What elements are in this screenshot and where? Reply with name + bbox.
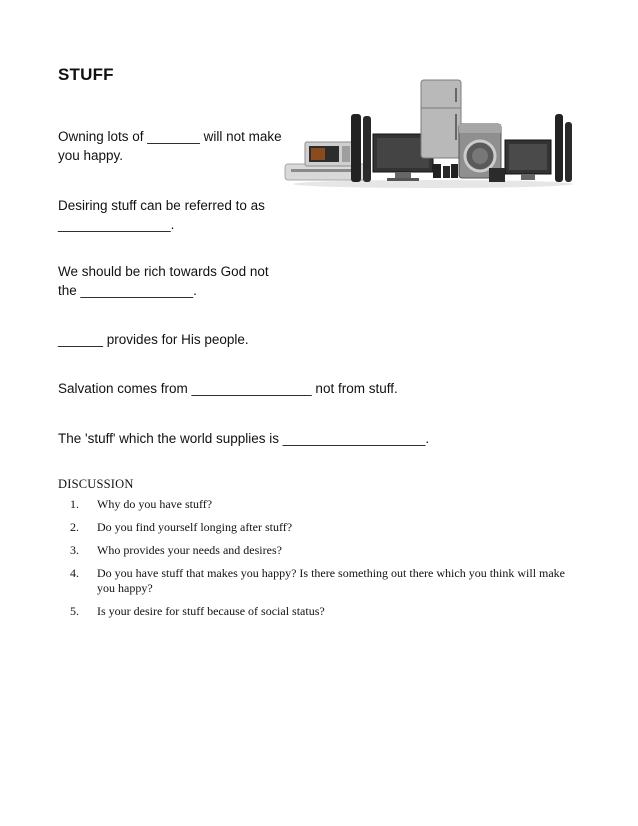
discussion-item-number: 2. [70, 520, 79, 534]
discussion-item-number: 5. [70, 604, 79, 618]
discussion-item-text: Why do you have stuff? [97, 497, 213, 511]
home-appliances-icon [283, 78, 573, 190]
discussion-item [70, 604, 570, 619]
discussion-item-text: Do you have stuff that makes you happy? Is there something out there which you think will make you happy? [97, 566, 566, 595]
discussion-item [70, 566, 570, 596]
discussion-item [70, 543, 570, 558]
page-title: STUFF [58, 65, 114, 84]
discussion-item-number: 1. [70, 497, 79, 511]
discussion-item [70, 497, 570, 512]
discussion-item-number: 4. [70, 566, 79, 580]
question-2: Desiring stuff can be referred to as _______________. [58, 198, 265, 232]
discussion-heading: DISCUSSION [58, 477, 134, 491]
discussion-item-number: 3. [70, 543, 79, 557]
discussion-item [70, 520, 570, 535]
discussion-list [70, 497, 570, 627]
question-6: The 'stuff' which the world supplies is ___________________. [58, 431, 430, 446]
discussion-item-text: Who provides your needs and desires? [97, 543, 282, 557]
question-4: ______ provides for His people. [58, 332, 249, 347]
question-1: Owning lots of _______ will not make you happy. [58, 129, 282, 163]
question-5: Salvation comes from ________________ not from stuff. [58, 381, 398, 396]
discussion-item-text: Do you find yourself longing after stuff? [97, 520, 293, 534]
question-3: We should be rich towards God not the _______________. [58, 264, 269, 298]
discussion-item-text: Is your desire for stuff because of social status? [97, 604, 325, 618]
